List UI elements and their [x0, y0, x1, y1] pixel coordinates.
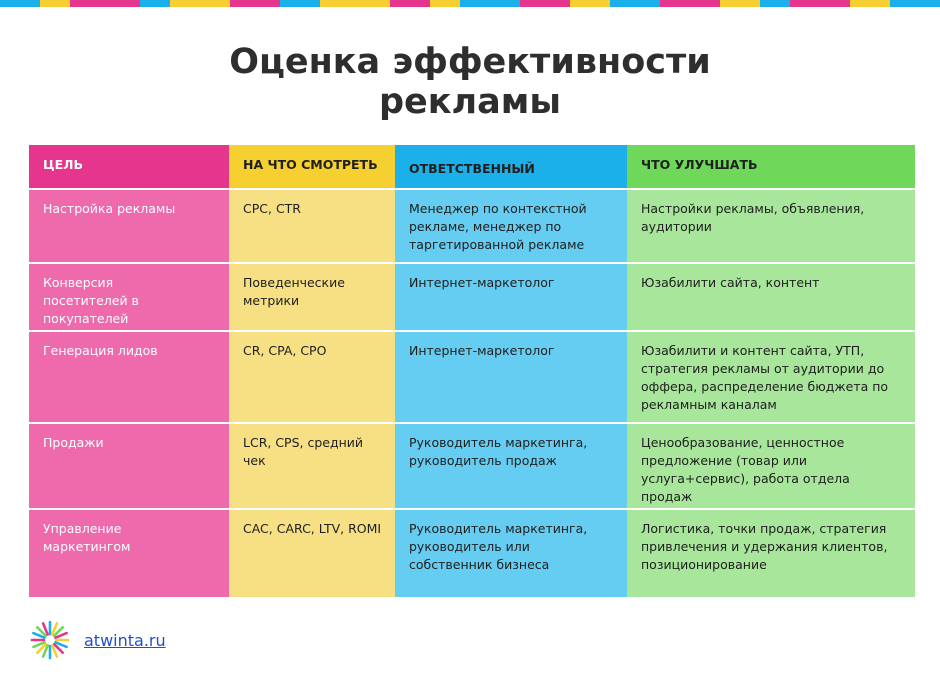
- table-row: [29, 424, 915, 508]
- sunburst-logo-icon: [30, 620, 70, 660]
- cell-metrics: CPC, CTR: [229, 190, 395, 262]
- cell-goal: Управление маркетингом: [29, 510, 229, 597]
- cell-metrics: Поведенческие метрики: [229, 264, 395, 330]
- cell-goal: Настройка рекламы: [29, 190, 229, 262]
- cell-metrics: CR, CPA, CPO: [229, 332, 395, 422]
- cell-improve: Ценообразование, ценностное предложение (товар или услуга+сервис), работа отдела продаж: [627, 424, 915, 508]
- header-what-to-improve: ЧТО УЛУЧШАТЬ: [627, 145, 915, 188]
- footer: [30, 620, 166, 660]
- metrics-table: [29, 145, 915, 597]
- table-row: [29, 332, 915, 422]
- header-responsible: ОТВЕТСТВЕННЫЙ: [395, 145, 627, 188]
- cell-goal: Продажи: [29, 424, 229, 508]
- table-row: [29, 190, 915, 262]
- cell-responsible: Руководитель маркетинга, руководитель или собственник бизнеса: [395, 510, 627, 597]
- cell-metrics: CAC, CARC, LTV, ROMI: [229, 510, 395, 597]
- cell-responsible: Руководитель маркетинга, руководитель продаж: [395, 424, 627, 508]
- table-header-row: [29, 145, 915, 188]
- top-color-stripe: [0, 0, 940, 7]
- page-title: [0, 42, 940, 122]
- cell-responsible: Интернет-маркетолог: [395, 264, 627, 330]
- title-line-2: рекламы: [378, 82, 562, 122]
- cell-improve: Юзабилити и контент сайта, УТП, стратегия рекламы от аудитории до оффера, распределение бюджета по рекламным каналам: [627, 332, 915, 422]
- cell-improve: Логистика, точки продаж, стратегия привлечения и удержания клиентов, позиционирование: [627, 510, 915, 597]
- table-row: [29, 264, 915, 330]
- cell-responsible: Интернет-маркетолог: [395, 332, 627, 422]
- cell-goal: Конверсия посетителей в покупателей: [29, 264, 229, 330]
- title-line-1: Оценка эффективности: [229, 42, 711, 82]
- site-link[interactable]: atwinta.ru: [84, 630, 166, 650]
- table-row: [29, 510, 915, 597]
- header-goal: ЦЕЛЬ: [29, 145, 229, 188]
- header-what-to-watch: НА ЧТО СМОТРЕТЬ: [229, 145, 395, 188]
- cell-improve: Юзабилити сайта, контент: [627, 264, 915, 330]
- cell-improve: Настройки рекламы, объявления, аудитории: [627, 190, 915, 262]
- cell-responsible: Менеджер по контекстной рекламе, менеджер по таргетированной рекламе: [395, 190, 627, 262]
- cell-goal: Генерация лидов: [29, 332, 229, 422]
- cell-metrics: LCR, CPS, средний чек: [229, 424, 395, 508]
